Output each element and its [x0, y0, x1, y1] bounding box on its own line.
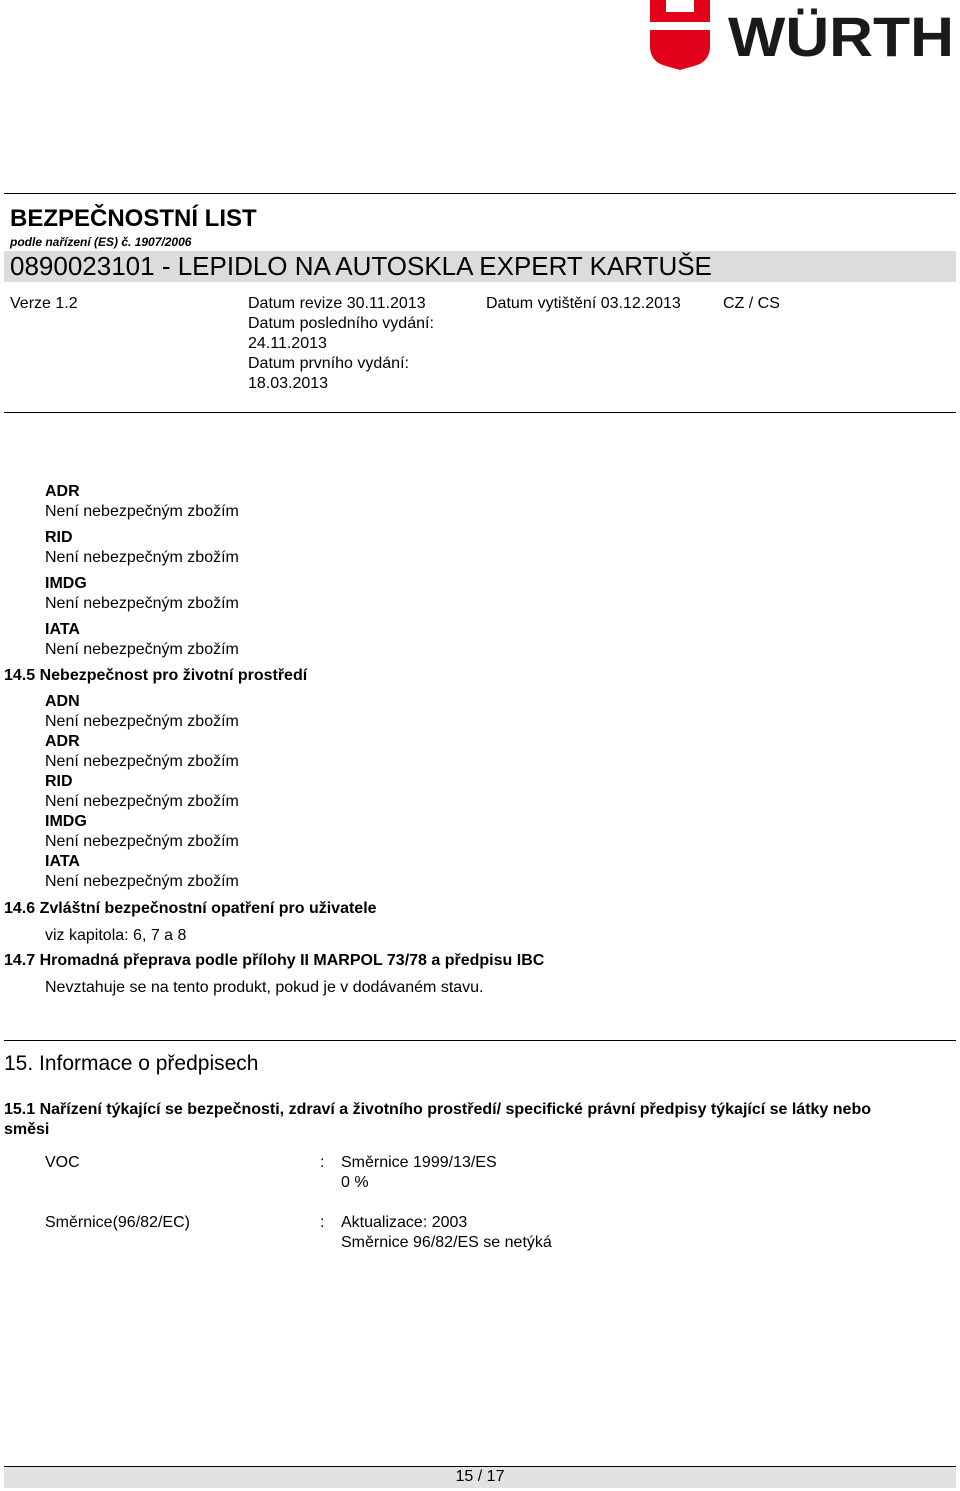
env-value: Není nebezpečným zbožím [45, 753, 239, 770]
env-mode: ADR [45, 733, 80, 750]
wurth-logo [648, 0, 958, 70]
section-14-6-heading: 14.6 Zvláštní bezpečnostní opatření pro uživatele [4, 900, 377, 917]
last-issue-label: Datum posledního vydání: [248, 315, 434, 332]
transport-mode: IMDG [45, 575, 87, 592]
locale: CZ / CS [723, 295, 780, 312]
revision-block [248, 294, 434, 394]
env-value: Není nebezpečným zbožím [45, 793, 239, 810]
env-value: Není nebezpečným zbožím [45, 873, 239, 890]
product-title: 0890023101 - LEPIDLO NA AUTOSKLA EXPERT KARTUŠE [10, 251, 712, 281]
section-15-rule [4, 1040, 956, 1041]
transport-value: Není nebezpečným zbožím [45, 595, 239, 612]
section-14-5-heading: 14.5 Nebezpečnost pro životní prostředí [4, 667, 308, 684]
section-15-1-heading-line1: 15.1 Nařízení týkající se bezpečnosti, zdraví a životního prostředí/ specifické právní předpisy týkající se látky nebo [4, 1101, 871, 1118]
document-title: BEZPEČNOSTNÍ LIST [10, 205, 257, 232]
last-issue-date: 24.11.2013 [248, 335, 327, 352]
env-mode: ADN [45, 693, 80, 710]
first-issue-date: 18.03.2013 [248, 375, 329, 392]
env-mode: IATA [45, 853, 80, 870]
section-15-heading: 15. Informace o předpisech [4, 1052, 259, 1075]
reg-value: Směrnice 96/82/ES se netýká [341, 1234, 552, 1251]
reg-separator: : [320, 1214, 325, 1231]
transport-value: Není nebezpečným zbožím [45, 549, 239, 566]
version: Verze 1.2 [10, 295, 78, 312]
revision-date: Datum revize 30.11.2013 [248, 295, 426, 312]
logo-wordmark: WÜRTH [728, 5, 954, 68]
reg-label: Směrnice(96/82/EC) [45, 1214, 190, 1231]
env-value: Není nebezpečným zbožím [45, 713, 239, 730]
section-14-7-heading: 14.7 Hromadná přeprava podle přílohy II MARPOL 73/78 a předpisu IBC [4, 952, 545, 969]
reg-separator: : [320, 1154, 325, 1171]
header-rule-bottom [4, 412, 956, 413]
document-subtitle: podle nařízení (ES) č. 1907/2006 [10, 235, 192, 249]
section-14-7-text: Nevztahuje se na tento produkt, pokud je v dodávaném stavu. [45, 979, 484, 996]
reg-value: Směrnice 1999/13/ES [341, 1154, 497, 1171]
section-14-6-text: viz kapitola: 6, 7 a 8 [45, 927, 187, 944]
env-value: Není nebezpečným zbožím [45, 833, 239, 850]
reg-label: VOC [45, 1154, 80, 1171]
page-number: 15 / 17 [455, 1468, 505, 1485]
transport-mode: ADR [45, 483, 80, 500]
section-15-1-heading-line2: směsi [4, 1121, 50, 1138]
print-date: Datum vytištění 03.12.2013 [486, 295, 681, 312]
transport-mode: IATA [45, 621, 80, 638]
env-mode: IMDG [45, 813, 87, 830]
transport-value: Není nebezpečným zbožím [45, 503, 239, 520]
reg-value: 0 % [341, 1174, 369, 1191]
transport-value: Není nebezpečným zbožím [45, 641, 239, 658]
env-mode: RID [45, 773, 73, 790]
reg-value: Aktualizace: 2003 [341, 1214, 468, 1231]
header-rule-top [4, 193, 956, 194]
first-issue-label: Datum prvního vydání: [248, 355, 409, 372]
transport-mode: RID [45, 529, 73, 546]
